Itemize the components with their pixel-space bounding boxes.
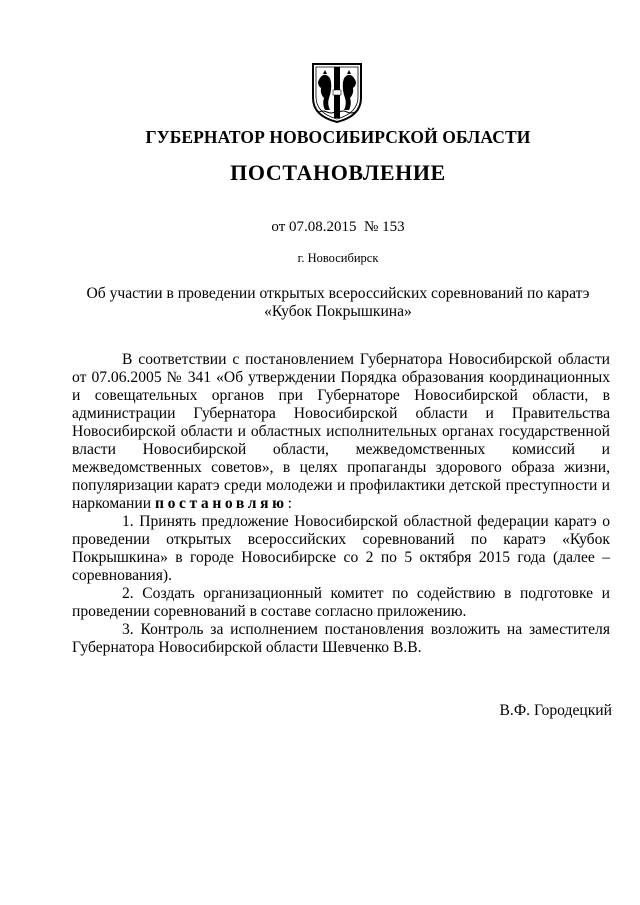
document-subject [72,285,604,321]
preamble-text: В соответствии с постановлением Губернатора Новосибирской области от 07.06.2005 № 341 «Об утверждении Порядка образования координационных и совещательных органов при Губернаторе Новосибирской области, в администрации Губернатора Новосибирской области и Правительства Новосибирской области и областных исполнительных органах государственной власти Новосибирской области, межведомственных комиссий и межведомственных советов», в целях пропаганды здорового образа жизни, популяризации каратэ среди молодежи и профилактики детской преступности и наркомании [72,351,610,512]
document-body [72,351,610,657]
decree-item-2: 2. Создать организационный комитет по содействию в подготовке и проведении соревнований в составе согласно приложению. [72,585,610,620]
decree-word: постановляю [154,495,288,512]
decree-colon: : [287,495,292,512]
preamble-paragraph [72,351,610,513]
subject-line-2: «Кубок Покрышкина» [264,303,412,320]
document-type: ПОСТАНОВЛЕНИЕ [230,160,446,185]
document-date-number: от 07.08.2015 № 153 [271,219,405,235]
decree-item-3: 3. Контроль за исполнением постановления возложить на заместителя Губернатора Новосибирской области Шевченко В.В. [72,621,610,656]
issuer-title: ГУБЕРНАТОР НОВОСИБИРСКОЙ ОБЛАСТИ [145,127,531,147]
subject-line-1: Об участии в проведении открытых всероссийских соревнований по каратэ [86,285,590,302]
document-city: г. Новосибирск [297,251,379,265]
signature: В.Ф. Городецкий [499,702,612,719]
decree-item-1: 1. Принять предложение Новосибирской областной федерации каратэ о проведении открытых всероссийских соревнований по каратэ «Кубок Покрышкина» в городе Новосибирске со 2 по 5 октября 2015 года (далее – соревнования). [72,513,610,584]
coat-of-arms-icon [309,60,365,124]
